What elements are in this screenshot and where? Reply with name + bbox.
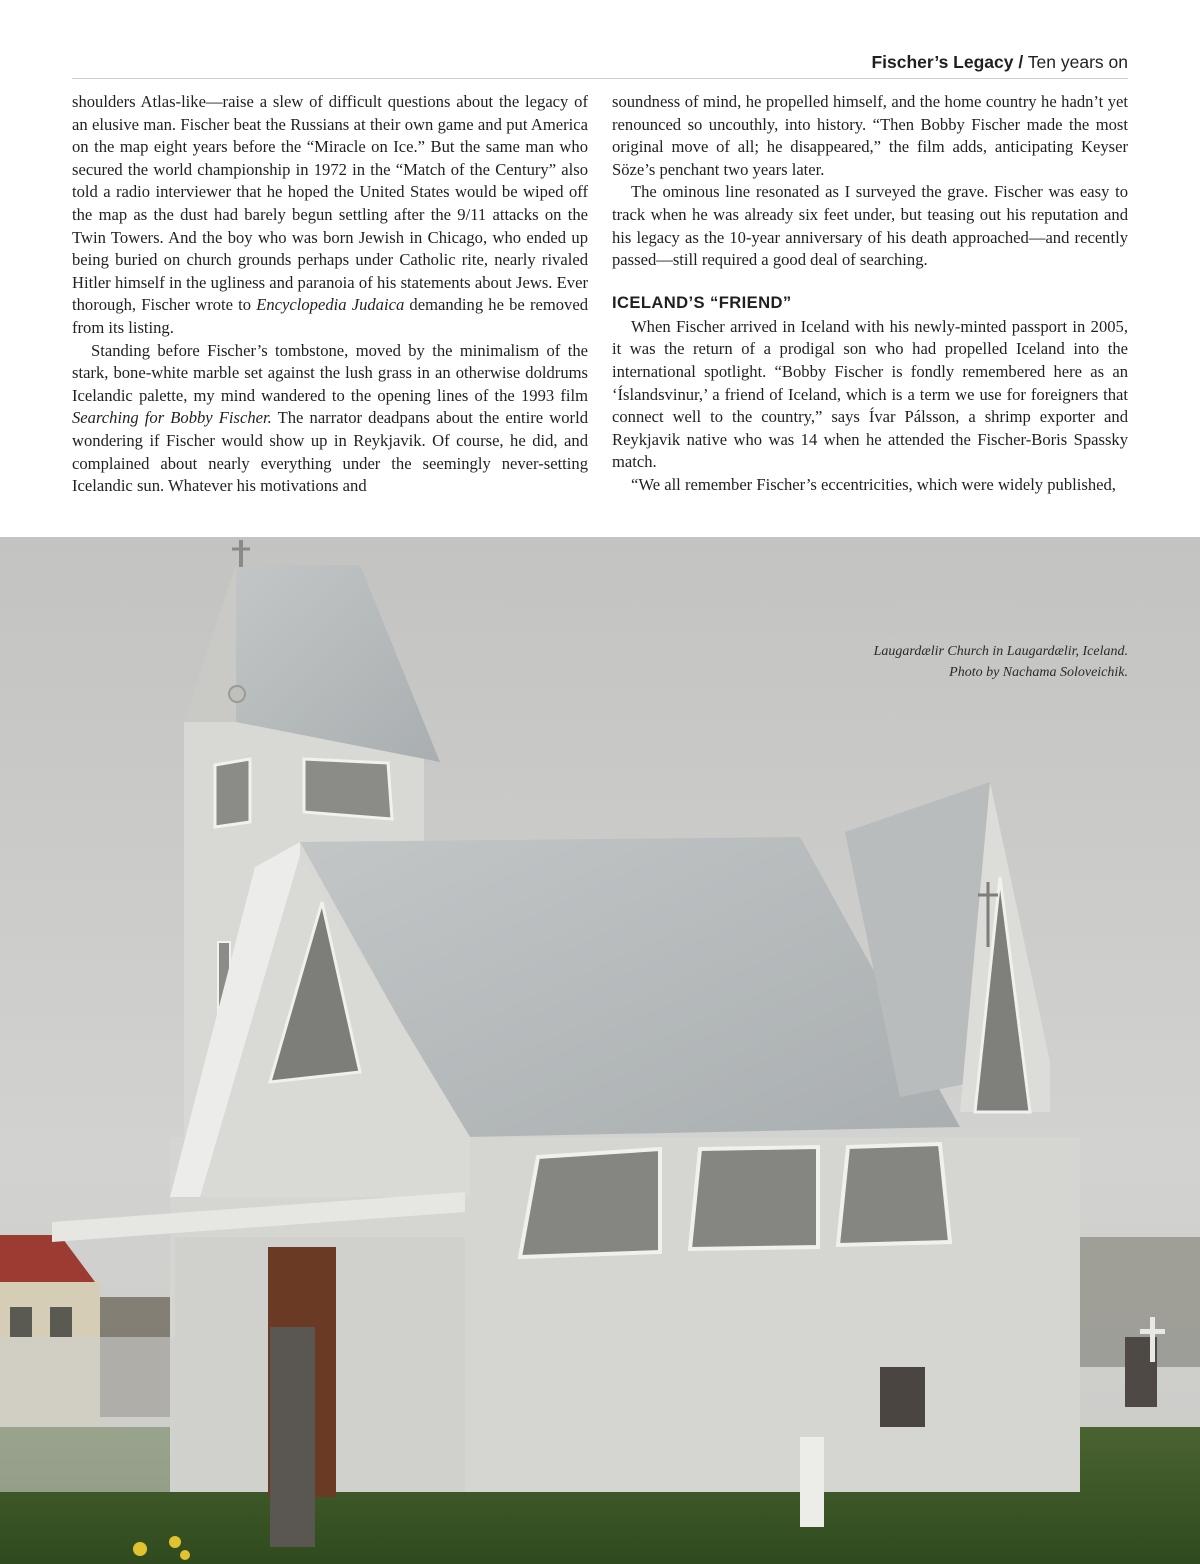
running-head xyxy=(72,52,1128,79)
article-body xyxy=(72,91,1128,498)
article-column-left xyxy=(72,91,588,498)
section-heading: ICELAND’S “FRIEND” xyxy=(612,292,792,312)
church-illustration xyxy=(0,537,1200,1564)
photo-caption xyxy=(628,641,1128,683)
paragraph-text: Standing before Fischer’s tombstone, moved by the minimalism of the stark, bone-white marble set against the lush grass in an otherwise doldrums Icelandic palette, my mind wandered to the opening lines of the 1993 film xyxy=(72,340,588,405)
paragraph xyxy=(72,340,588,498)
article-column-right xyxy=(612,91,1128,498)
running-head-subtitle: Ten years on xyxy=(1027,52,1128,72)
film-title: Searching for Bobby Fischer. xyxy=(72,408,272,428)
paragraph-text: shoulders Atlas-like—raise a slew of difficult questions about the legacy of an elusive man. Fischer beat the Russians at their own game and put America on the map eight years before the “Miracle on Ice.” But the same man who secured the world championship in 1972 in the “Match of the Century” also told a radio interviewer that he hoped the United States would be wiped off the map as the dust had barely begun settling after the 9/11 attacks on the Twin Towers. And the boy who was born Jewish in Chicago, who ended up being buried on church grounds perhaps under Catholic rite, nearly rivaled Hitler himself in the ugliness and paranoia of his statements about Jews. Ever thorough, Fischer wrote to xyxy=(72,92,588,315)
caption-credit: Photo by Nachama Soloveichik. xyxy=(949,665,1128,680)
paragraph: The ominous line resonated as I surveyed the grave. Fischer was easy to track when he was already six feet under, but teasing out his reputation and his legacy as the 10-year anniversary of his death approached—and recently passed—still required a good deal of searching. xyxy=(612,182,1128,270)
entrance-porch xyxy=(0,1192,465,1497)
paragraph-text: The narrator deadpans about the entire world wondering if Fischer would show up in Reykjavik. Of course, he did, and complained about nearly everything under the seemingly never-setting Icelandic sun. Whatever his motivations and xyxy=(72,408,588,496)
church-photo xyxy=(0,537,1200,1564)
paragraph-text: demanding he be removed from its listing. xyxy=(72,295,588,337)
running-head-section: Fischer’s Legacy xyxy=(871,52,1014,72)
paragraph: soundness of mind, he propelled himself, and the home country he hadn’t yet renounced so uncouthly, into history. “Then Bobby Fischer made the most original move of all; he disappeared,” the film adds, anticipating Keyser Söze’s penchant two years later. xyxy=(612,92,1128,179)
caption-location: Laugardælir Church in Laugardælir, Iceland. xyxy=(873,644,1128,659)
nave-windows xyxy=(520,1144,950,1257)
paragraph: When Fischer arrived in Iceland with his newly-minted passport in 2005, it was the return of a prodigal son who had propelled Iceland into the international spotlight. “Bobby Fischer is fondly remembered here as an ‘Íslandsvinur,’ a friend of Iceland, which is a term we use for foreigners that connect well to the country,” says Ívar Pálsson, a shrimp exporter and Reykjavik native who was 14 when he attended the Fischer-Boris Spassky match. xyxy=(612,316,1128,472)
paragraph xyxy=(72,91,588,340)
running-head-separator: / xyxy=(1018,52,1024,72)
paragraph: “We all remember Fischer’s eccentricities, which were widely published, xyxy=(631,474,1116,494)
publication-title: Encyclopedia Judaica xyxy=(256,295,405,315)
